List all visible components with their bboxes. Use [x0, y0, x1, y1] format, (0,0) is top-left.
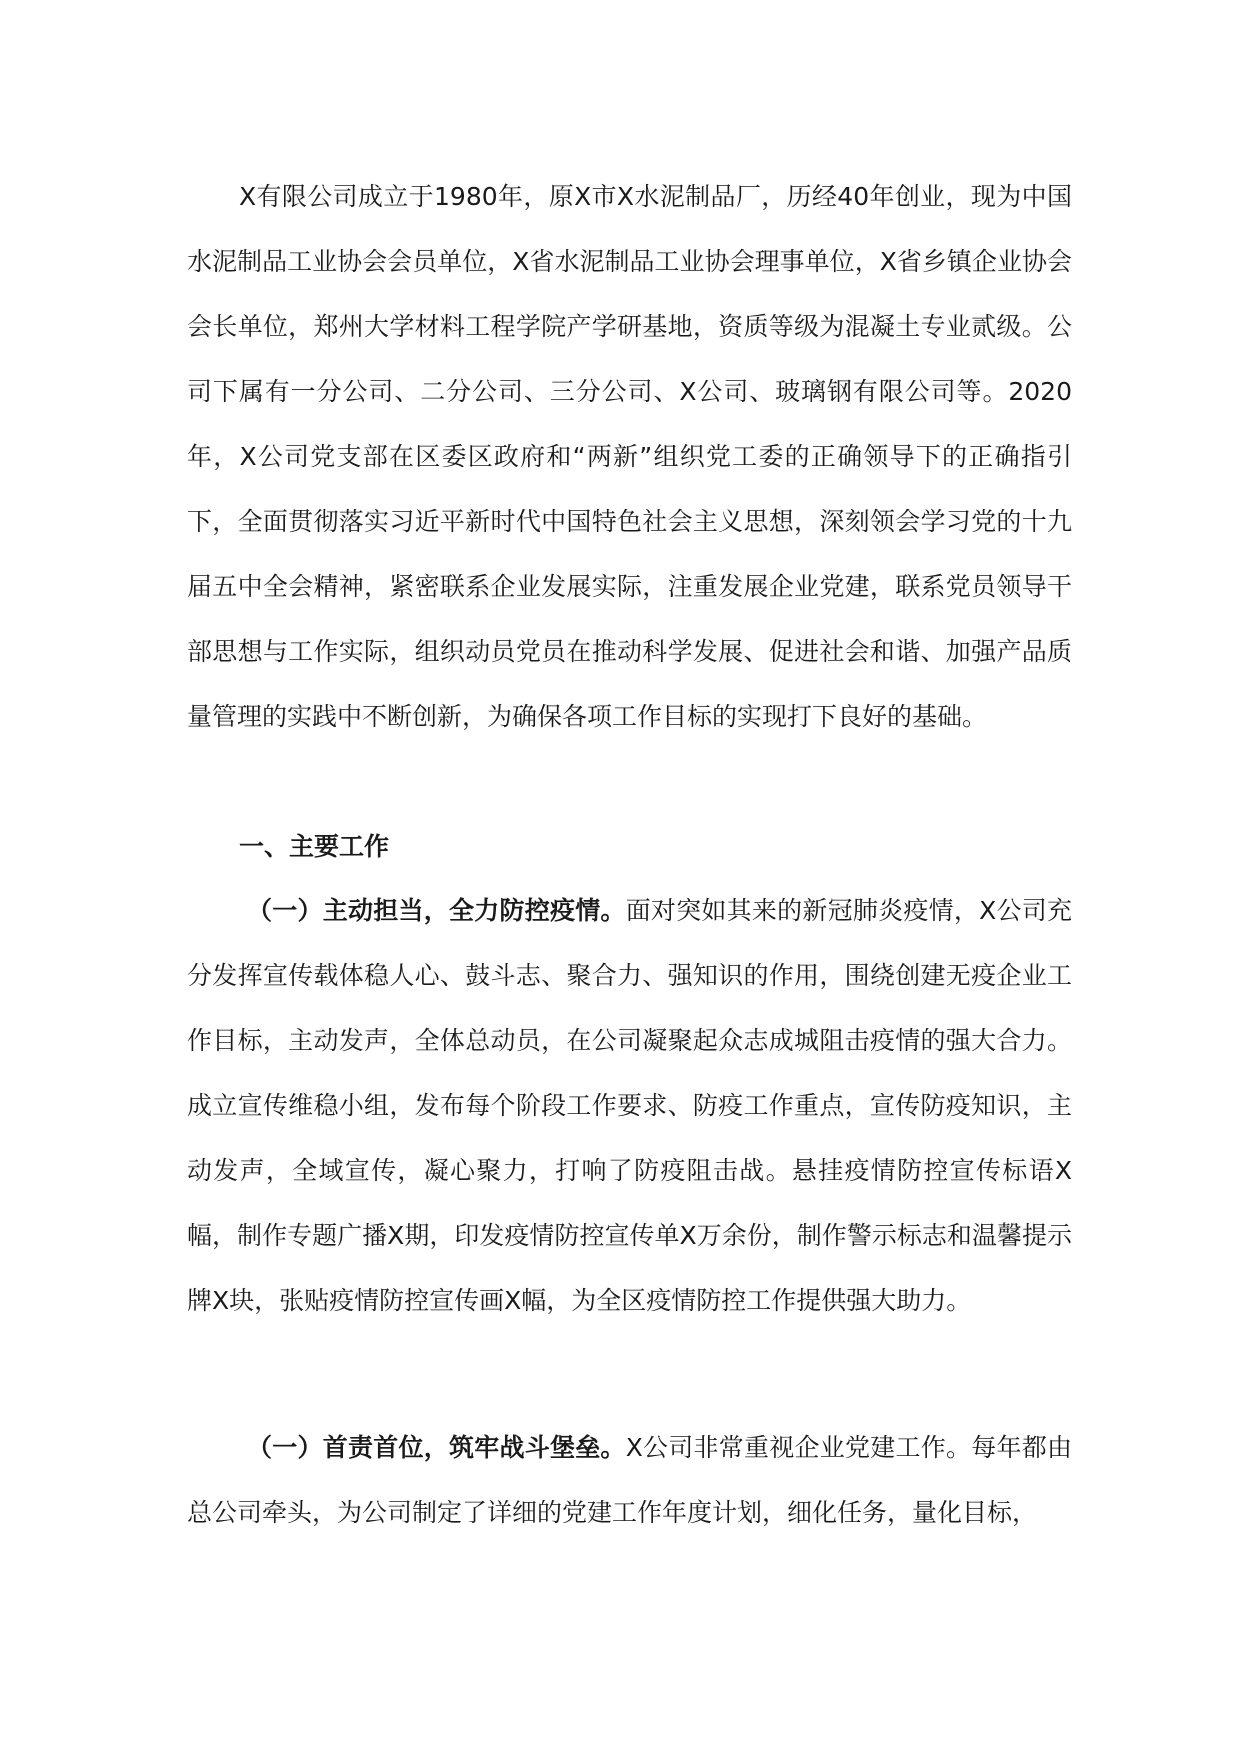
item-one-section [187, 878, 1072, 1333]
main-work-section [187, 814, 1072, 879]
intro-paragraph: X有限公司成立于1980年，原X市X水泥制品厂，历经40年创业，现为中国水泥制品工业协会会员单位，X省水泥制品工业协会理事单位，X省乡镇企业协会会长单位，郑州大学材料工程学院产学研基地，资质等级为混凝土专业贰级。公司下属有一分公司、二分公司、三分公司、X公司、玻璃钢有限公司等。2020年，X公司党支部在区委区政府和“两新”组织党工委的正确领导下的正确指引下，全面贯彻落实习近平新时代中国特色社会主义思想，深刻领会学习党的十九届五中全会精神，紧密联系企业发展实际，注重发展企业党建，联系党员领导干部思想与工作实际，组织动员党员在推动科学发展、促进社会和谐、加强产品质量管理的实践中不断创新，为确保各项工作目标的实现打下良好的基础。 [187, 182, 1072, 731]
item-two-section [187, 1415, 1072, 1545]
item-two-paragraph [187, 1415, 1072, 1545]
section-heading: 一、主要工作 [239, 832, 390, 861]
item-two-body: X公司非常重视企业党建工作。每年都由总公司牵头，为公司制定了详细的党建工作年度计划，细化任务，量化目标， [187, 1433, 1072, 1527]
item-one-paragraph [187, 878, 1072, 1333]
item-two-title: （一）首责首位，筑牢战斗堡垒。 [247, 1433, 626, 1462]
item-one-body: 面对突如其来的新冠肺炎疫情，X公司充分发挥宣传载体稳人心、鼓斗志、聚合力、强知识的作用，围绕创建无疫企业工作目标，主动发声，全体总动员，在公司凝聚起众志成城阻击疫情的强大合力。成立宣传维稳小组，发布每个阶段工作要求、防疫工作重点，宣传防疫知识，主动发声，全域宣传，凝心聚力，打响了防疫阻击战。悬挂疫情防控宣传标语X幅，制作专题广播X期，印发疫情防控宣传单X万余份，制作警示标志和温馨提示牌X块，张贴疫情防控宣传画X幅，为全区疫情防控工作提供强大助力。 [187, 896, 1072, 1315]
item-one-title: （一）主动担当，全力防控疫情。 [247, 896, 626, 925]
intro-section [187, 164, 1072, 749]
